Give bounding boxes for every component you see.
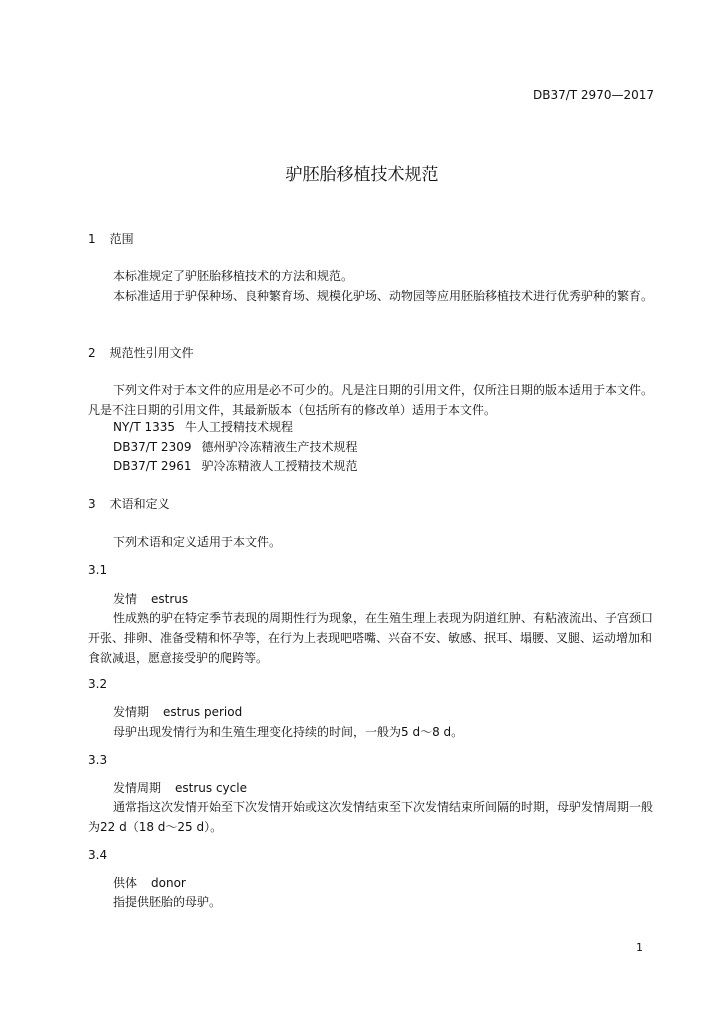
term-zh: 发情周期	[113, 781, 162, 795]
section-title: 规范性引用文件	[109, 346, 194, 360]
term-definition: 母驴出现发情行为和生殖生理变化持续的时间，一般为5 d～8 d。	[113, 725, 464, 739]
reference-name: 驴冷冻精液人工授精技术规范	[201, 459, 358, 473]
term-zh: 发情期	[113, 705, 150, 719]
section-3-intro: 下列术语和定义适用于本文件。	[113, 535, 282, 549]
section-title: 术语和定义	[109, 497, 170, 511]
section-number: 3	[88, 497, 96, 511]
term-number: 3.1	[88, 563, 108, 577]
term-en: donor	[151, 876, 186, 890]
reference-name: 牛人工授精技术规程	[185, 420, 294, 434]
term-definition: 指提供胚胎的母驴。	[113, 895, 222, 909]
section-1-paragraph-2: 本标准适用于驴保种场、良种繁育场、规模化驴场、动物园等应用胚胎移植技术进行优秀驴种的繁育。	[113, 289, 654, 303]
reference-code: NY/T 1335	[113, 420, 176, 434]
reference-code: DB37/T 2309	[113, 440, 192, 454]
term-number: 3.2	[88, 677, 108, 691]
term-name	[113, 702, 242, 722]
term-en: estrus cycle	[175, 781, 247, 795]
page-number: 1	[636, 941, 643, 954]
section-number: 2	[88, 346, 96, 360]
term-name	[113, 589, 188, 609]
section-1-heading	[88, 229, 134, 249]
term-en: estrus period	[163, 705, 243, 719]
document-title: 驴胚胎移植技术规范	[285, 165, 439, 185]
term-number: 3.4	[88, 848, 108, 862]
term-zh: 供体	[113, 876, 138, 890]
section-1-paragraph-1: 本标准规定了驴胚胎移植技术的方法和规范。	[113, 269, 354, 283]
term-number: 3.3	[88, 753, 108, 767]
reference-code: DB37/T 2961	[113, 459, 192, 473]
section-number: 1	[88, 232, 96, 246]
section-3-heading	[88, 494, 170, 514]
section-2-paragraph-1: 下列文件对于本文件的应用是必不可少的。凡是注日期的引用文件，仅所注日期的版本适用于本文件。凡是不注日期的引用文件，其最新版本（包括所有的修改单）适用于本文件。	[88, 383, 654, 417]
reference-item	[113, 417, 293, 437]
term-definition: 通常指这次发情开始至下次发情开始或这次发情结束至下次发情结束所间隔的时期，母驴发情周期一般为22 d（18 d～25 d）。	[88, 800, 654, 834]
section-2-heading	[88, 343, 194, 363]
term-en: estrus	[151, 592, 189, 606]
document-code: DB37/T 2970—2017	[532, 88, 654, 102]
term-zh: 发情	[113, 592, 138, 606]
term-definition: 性成熟的驴在特定季节表现的周期性行为现象，在生殖生理上表现为阴道红肿、有粘液流出、子宫颈口开张、排卵、准备受精和怀孕等，在行为上表现吧嗒嘴、兴奋不安、敏感、抿耳、塌腰、叉腿、运动增加和食欲减退，愿意接受驴的爬跨等。	[88, 611, 654, 665]
reference-name: 德州驴冷冻精液生产技术规程	[201, 440, 358, 454]
term-name	[113, 873, 186, 893]
reference-item	[113, 456, 357, 476]
section-title: 范围	[109, 232, 134, 246]
term-name	[113, 778, 247, 798]
reference-item	[113, 437, 357, 457]
